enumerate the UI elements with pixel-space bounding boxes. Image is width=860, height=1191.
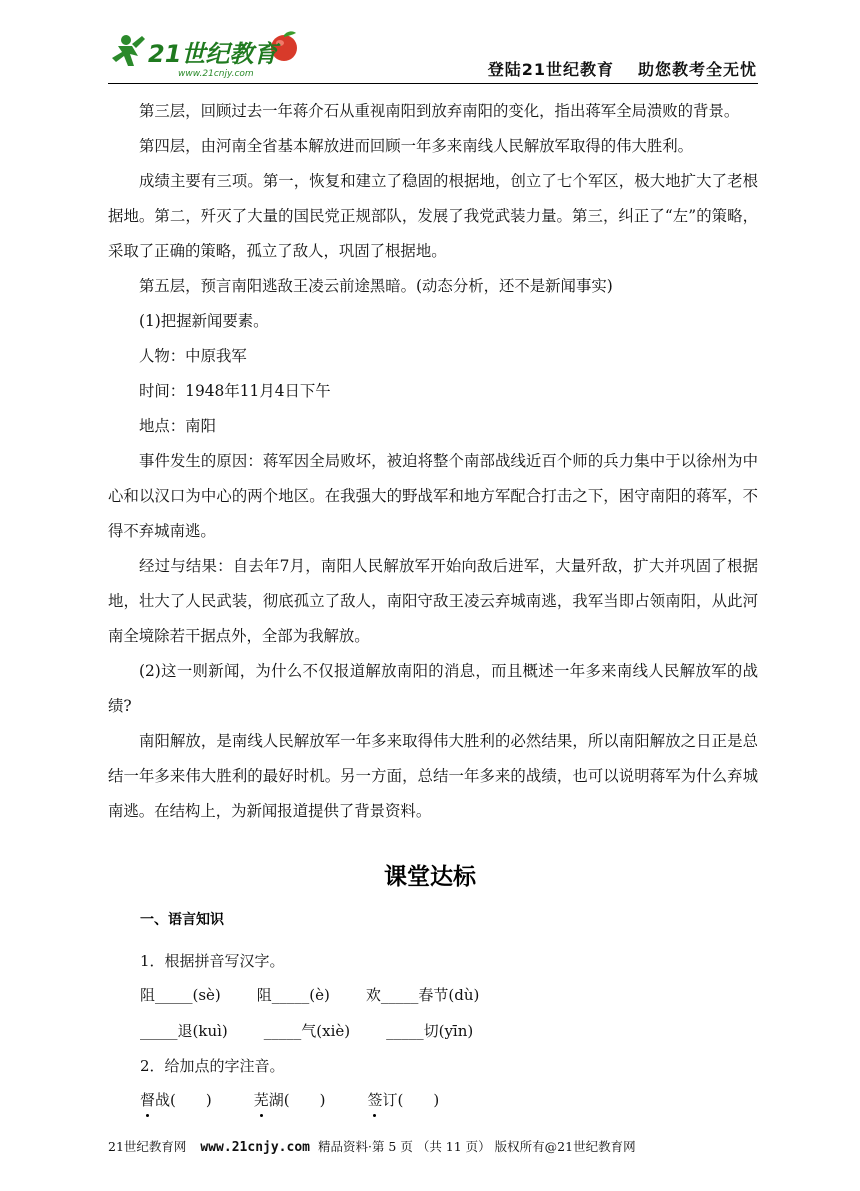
dotted-char: 签 bbox=[367, 1091, 383, 1109]
header-divider bbox=[108, 83, 758, 84]
pinyin-item: _____退(kuì) bbox=[140, 1022, 228, 1040]
logo-text: 21世纪教育 bbox=[148, 40, 278, 68]
section-subtitle: 一、语言知识 bbox=[140, 912, 224, 928]
dotted-char: 督 bbox=[140, 1091, 156, 1109]
slogan-left: 登陆21世纪教育 bbox=[487, 60, 614, 79]
paragraph: 第四层，由河南全省基本解放进而回顾一年多来南线人民解放军取得的伟大胜利。 bbox=[139, 137, 694, 155]
footer-left: 21世纪教育网 bbox=[108, 1139, 187, 1154]
footer-right: 精品资料·第 5 页 （共 11 页） 版权所有@21世纪教育网 bbox=[317, 1139, 636, 1154]
pinyin-item: 阻_____(è) bbox=[256, 986, 330, 1004]
question-1-row-1 bbox=[140, 984, 479, 1005]
footer-site-link[interactable]: www.21cnjy.com bbox=[200, 1140, 310, 1155]
paragraph: 经过与结果：自去年7月，南阳人民解放军开始向敌后进军，大量歼敌，扩大并巩固了根据地，壮大了人民武装，彻底孤立了敌人，南阳守敌王凌云弃城南逃，我军当即占领南阳，从此河南全境除若干据点外，全部为我解放。 bbox=[108, 557, 758, 645]
paragraph: 时间：1948年11月4日下午 bbox=[139, 382, 331, 400]
pinyin-item: _____气(xiè) bbox=[263, 1022, 351, 1040]
dotted-char: 芜 bbox=[253, 1091, 269, 1109]
pinyin-item: 阻_____(sè) bbox=[140, 986, 221, 1004]
paragraph: 南阳解放，是南线人民解放军一年多来取得伟大胜利的必然结果，所以南阳解放之日正是总结一年多来伟大胜利的最好时机。另一方面，总结一年多来的战绩，也可以说明蒋军为什么弃城南逃。在结构上，为新闻报道提供了背景资料。 bbox=[108, 732, 758, 820]
paragraph: 第三层，回顾过去一年蒋介石从重视南阳到放弃南阳的变化，指出蒋军全局溃败的背景。 bbox=[139, 102, 740, 120]
pinyin-item: 欢_____春节(dù) bbox=[365, 986, 480, 1004]
paragraph: 事件发生的原因：蒋军因全局败坏，被迫将整个南部战线近百个师的兵力集中于以徐州为中心和以汉口为中心的两个地区。在我强大的野战军和地方军配合打击之下，困守南阳的蒋军，不得不弃城南逃。 bbox=[108, 452, 758, 540]
site-logo bbox=[108, 30, 308, 82]
annotate-item: 芜湖( ) bbox=[253, 1091, 326, 1109]
paragraph: 成绩主要有三项。第一，恢复和建立了稳固的根据地，创立了七个军区，极大地扩大了老根据地。第二，歼灭了大量的国民党正规部队，发展了我党武装力量。第三，纠正了“左”的策略，采取了正确的策略，孤立了敌人，巩固了根据地。 bbox=[108, 172, 758, 260]
page-footer bbox=[108, 1137, 758, 1155]
header-slogan bbox=[488, 57, 757, 80]
annotate-item: 签订( ) bbox=[367, 1091, 440, 1109]
runner-icon bbox=[112, 35, 145, 66]
page-header bbox=[0, 0, 860, 86]
slogan-right: 助您教考全无忧 bbox=[637, 60, 757, 79]
pinyin-item: _____切(yīn) bbox=[386, 1022, 474, 1040]
question-1-row-2 bbox=[140, 1020, 473, 1041]
article-body bbox=[108, 94, 758, 829]
question-2-label: 2．给加点的字注音。 bbox=[140, 1057, 285, 1075]
annotate-item: 督战( ) bbox=[140, 1091, 212, 1109]
question-1-label: 1．根据拼音写汉字。 bbox=[140, 952, 285, 970]
question-2-items bbox=[140, 1089, 439, 1110]
paragraph: 第五层，预言南阳逃敌王凌云前途黑暗。(动态分析，还不是新闻事实) bbox=[139, 277, 613, 295]
paragraph: (2)这一则新闻，为什么不仅报道解放南阳的消息，而且概述一年多来南线人民解放军的战绩? bbox=[108, 662, 758, 715]
paragraph: 人物：中原我军 bbox=[139, 347, 247, 365]
logo-url: www.21cnjy.com bbox=[178, 69, 254, 79]
section-title: 课堂达标 bbox=[384, 864, 476, 890]
paragraph: (1)把握新闻要素。 bbox=[139, 312, 269, 330]
paragraph: 地点：南阳 bbox=[139, 417, 216, 435]
